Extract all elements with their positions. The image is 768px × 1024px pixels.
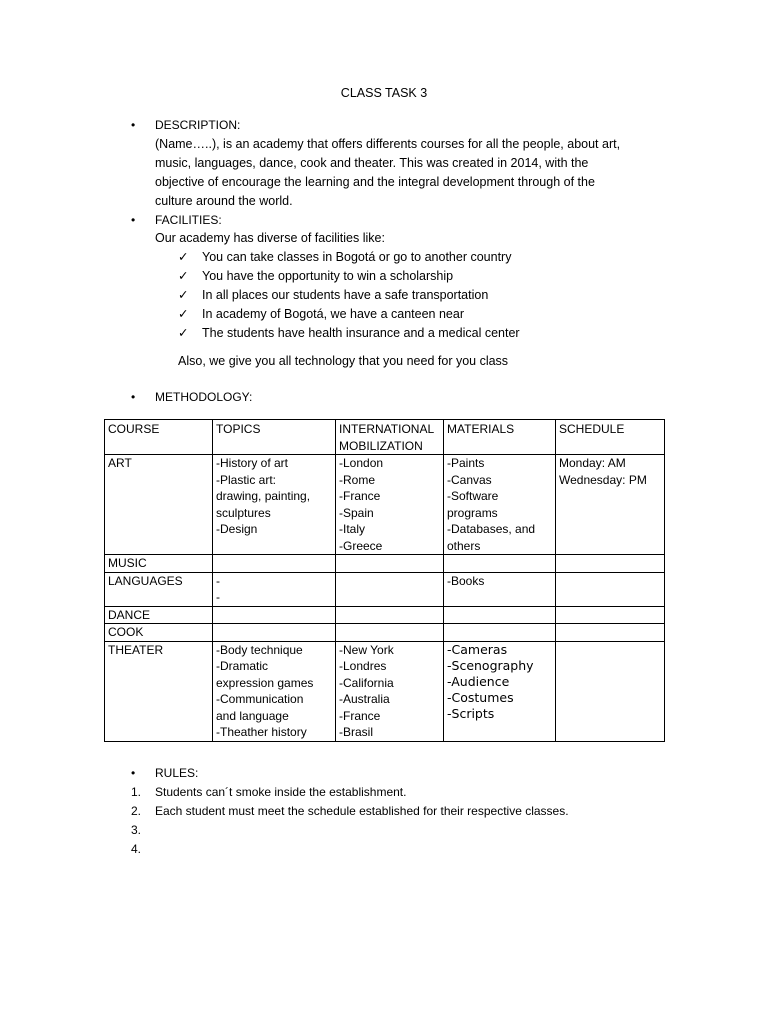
cell-line: -Communication <box>216 692 304 706</box>
cell-line: -Design <box>216 522 258 536</box>
cell-line: -California <box>339 675 394 690</box>
list-item: ✓ You can take classes in Bogotá or go to another country <box>178 248 520 267</box>
table-header-row <box>105 420 665 455</box>
table-cell-course: ART <box>105 455 213 555</box>
table-cell-schedule <box>556 641 665 741</box>
table-cell-course: DANCE <box>105 606 213 624</box>
list-item: ✓ The students have health insurance and a medical center <box>178 324 520 343</box>
description-paragraph <box>155 135 655 211</box>
cell-line: Monday: AM <box>559 456 626 470</box>
table-cell-mobilization <box>336 624 444 642</box>
checkmark-icon: ✓ <box>178 269 189 283</box>
facilities-intro: Our academy has diverse of facilities like: <box>155 231 385 245</box>
cell-line: -History of art <box>216 456 289 470</box>
rule-number: 1. <box>131 785 142 799</box>
cell-line: -Software <box>447 489 499 503</box>
table-cell-topics <box>213 555 336 573</box>
cell-line: programs <box>447 505 498 520</box>
cell-line: -Paints <box>447 456 485 470</box>
column-header: MATERIALS <box>444 420 556 455</box>
table-row <box>105 555 665 573</box>
rule-item <box>131 842 155 856</box>
facilities-heading: FACILITIES: <box>155 213 222 227</box>
rule-number: 2. <box>131 804 142 818</box>
table-row <box>105 641 665 741</box>
cell-line: - <box>216 573 220 588</box>
table-cell-mobilization <box>336 572 444 606</box>
table-cell-course: COOK <box>105 624 213 642</box>
bullet-dot: • <box>131 390 136 404</box>
rule-item <box>131 823 155 837</box>
checkmark-icon: ✓ <box>178 288 189 302</box>
cell-line: -Brasil <box>339 725 374 739</box>
list-item: ✓ In all places our students have a safe transportation <box>178 286 520 305</box>
column-header: COURSE <box>105 420 213 455</box>
cell-line: and language <box>216 708 289 723</box>
cell-line: expression games <box>216 675 314 690</box>
table-cell-materials <box>444 641 556 741</box>
table-row <box>105 606 665 624</box>
table-cell-schedule <box>556 455 665 555</box>
cell-line: -Dramatic <box>216 659 269 673</box>
table-cell-schedule <box>556 606 665 624</box>
rule-number: 3. <box>131 823 142 837</box>
table-cell-topics <box>213 641 336 741</box>
table-cell-topics <box>213 624 336 642</box>
table-cell-mobilization <box>336 641 444 741</box>
cell-line: -Cameras <box>447 641 508 657</box>
table-row <box>105 624 665 642</box>
cell-line: -Greece <box>339 538 383 553</box>
rules-heading: RULES: <box>155 766 199 780</box>
table-cell-course: LANGUAGES <box>105 572 213 606</box>
technology-note: Also, we give you all technology that you need for you class <box>178 354 509 368</box>
cell-line: -Australia <box>339 692 390 706</box>
description-heading: DESCRIPTION: <box>155 118 241 132</box>
page-title: CLASS TASK 3 <box>340 86 428 100</box>
list-item: ✓ In academy of Bogotá, we have a canteen near <box>178 305 520 324</box>
checkmark-icon: ✓ <box>178 326 189 340</box>
cell-line: -Spain <box>339 505 374 520</box>
table-cell-schedule <box>556 572 665 606</box>
checkmark-icon: ✓ <box>178 307 189 321</box>
table-cell-schedule <box>556 624 665 642</box>
methodology-table <box>104 419 665 742</box>
cell-line: -Scripts <box>447 705 495 721</box>
table-cell-materials <box>444 606 556 624</box>
table-cell-schedule <box>556 555 665 573</box>
table-cell-course: MUSIC <box>105 555 213 573</box>
cell-line: -Italy <box>339 522 366 536</box>
rule-text: Each student must meet the schedule established for their respective classes. <box>155 804 569 818</box>
cell-line: - <box>216 590 220 604</box>
cell-line: -Plastic art: <box>216 472 277 487</box>
table-cell-course: THEATER <box>105 641 213 741</box>
cell-line: -Databases, and <box>447 522 536 536</box>
cell-line: -Audience <box>447 673 510 689</box>
cell-line: -Theather history <box>216 725 307 739</box>
bullet-dot: • <box>131 766 136 780</box>
table-cell-materials <box>444 572 556 606</box>
table-cell-mobilization <box>336 455 444 555</box>
column-header: SCHEDULE <box>556 420 665 455</box>
cell-line: -Books <box>447 573 485 588</box>
table-cell-mobilization <box>336 606 444 624</box>
table-cell-materials <box>444 624 556 642</box>
cell-line: sculptures <box>216 505 271 520</box>
table-cell-materials <box>444 555 556 573</box>
table-cell-mobilization <box>336 555 444 573</box>
description-line: music, languages, dance, cook and theater. This was created in 2014, with the <box>155 156 589 170</box>
rule-item <box>131 785 406 799</box>
cell-line: -New York <box>339 642 394 657</box>
cell-line: others <box>447 538 481 553</box>
table-cell-materials <box>444 455 556 555</box>
description-line: objective of encourage the learning and the integral development through of the <box>155 175 595 189</box>
cell-line: drawing, painting, <box>216 489 311 503</box>
rule-number: 4. <box>131 842 142 856</box>
cell-line: -Rome <box>339 472 376 487</box>
table-row <box>105 455 665 555</box>
methodology-heading: METHODOLOGY: <box>155 390 253 404</box>
checkmark-icon: ✓ <box>178 250 189 264</box>
cell-line: -France <box>339 489 381 503</box>
facilities-list <box>178 248 520 343</box>
rule-item <box>131 804 569 818</box>
cell-line: -Canvas <box>447 472 492 487</box>
rule-text: Students can´t smoke inside the establishment. <box>155 785 407 799</box>
table-body <box>105 455 665 742</box>
column-header: INTERNATIONAL MOBILIZATION <box>336 420 444 455</box>
description-line: culture around the world. <box>155 194 293 208</box>
bullet-dot: • <box>131 118 136 132</box>
column-header: TOPICS <box>213 420 336 455</box>
list-item: ✓ You have the opportunity to win a scholarship <box>178 267 520 286</box>
bullet-dot: • <box>131 213 136 227</box>
cell-line: -London <box>339 456 384 470</box>
table-row <box>105 572 665 606</box>
description-line: (Name…..), is an academy that offers differents courses for all the people, about art, <box>155 137 621 151</box>
cell-line: -Costumes <box>447 689 514 705</box>
table-cell-topics <box>213 606 336 624</box>
cell-line: -France <box>339 708 381 723</box>
cell-line: -Body technique <box>216 642 303 657</box>
table-cell-topics <box>213 572 336 606</box>
table-cell-topics <box>213 455 336 555</box>
cell-line: -Londres <box>339 659 387 673</box>
cell-line: -Scenography <box>447 657 534 673</box>
cell-line: Wednesday: PM <box>559 472 647 487</box>
